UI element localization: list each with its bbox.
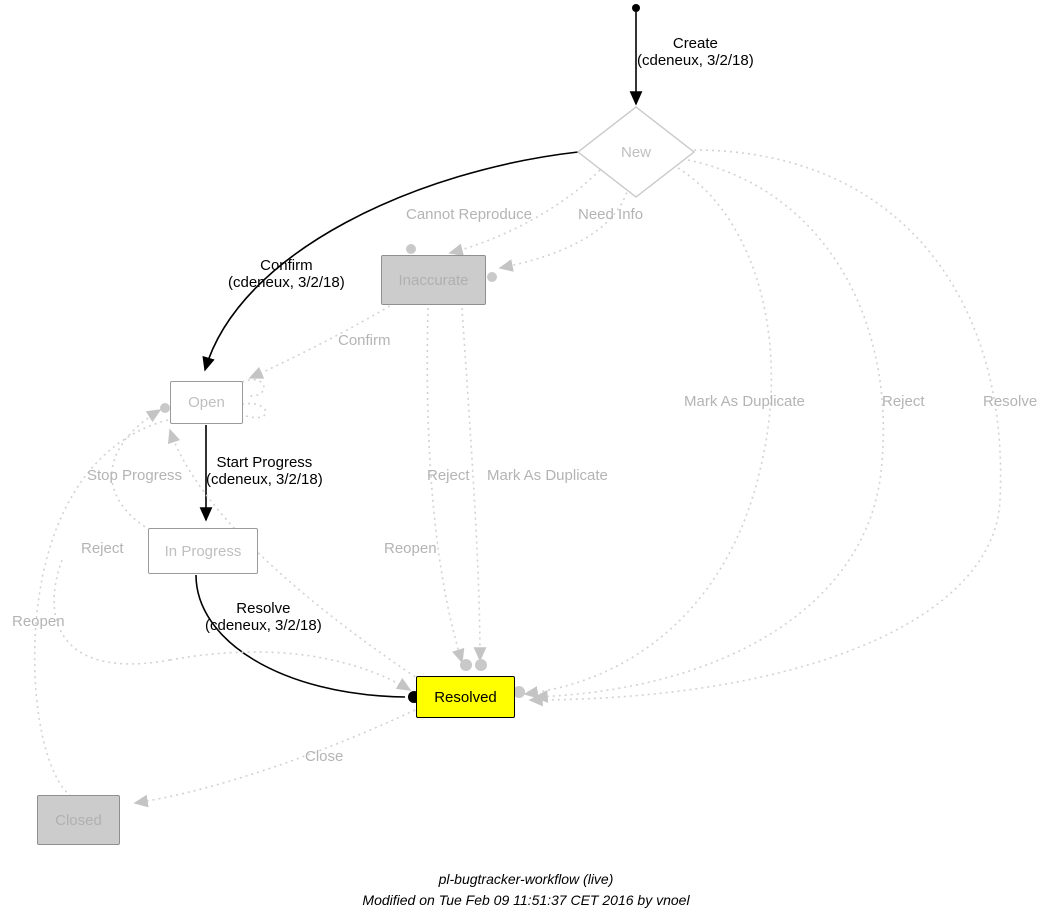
node-in-progress-label: In Progress	[164, 542, 242, 560]
inaccurate-nub-left	[406, 244, 416, 254]
edge-label-stop-progress-text: Stop Progress	[87, 467, 183, 484]
edge-label-reject-mid-text: Reject	[427, 467, 470, 484]
edge-open-loop-b	[242, 404, 266, 418]
edge-label-resolve-active-text: Resolve	[236, 600, 291, 617]
edge-label-create-text: Create	[672, 35, 718, 52]
edge-label-confirm	[338, 332, 391, 349]
node-resolved-label: Resolved	[434, 688, 497, 706]
edge-reject-mid	[427, 308, 462, 662]
edge-label-confirm-text: Confirm	[338, 332, 391, 349]
node-new[interactable]	[576, 105, 696, 199]
node-new-label: New	[620, 143, 651, 161]
node-in-progress[interactable]	[148, 528, 258, 574]
resolved-nub-top-left	[460, 659, 472, 671]
open-nub-left	[160, 403, 170, 413]
inaccurate-nub-right	[487, 272, 497, 282]
edge-open-loop-a	[242, 380, 264, 396]
edge-label-resolve-right	[983, 393, 1037, 410]
edge-label-stop-progress	[87, 467, 182, 484]
edge-mark-as-duplicate-mid	[462, 308, 480, 660]
edge-label-reopen-left-text: Reopen	[12, 613, 65, 630]
edge-label-reject-right	[882, 393, 925, 410]
edge-label-resolve-active	[205, 600, 322, 634]
edge-close	[135, 710, 415, 803]
edge-label-confirm-active-text: Confirm	[260, 257, 313, 274]
edge-label-close-text: Close	[305, 748, 344, 765]
diagram-subtitle: Modified on Tue Feb 09 11:51:37 CET 2016 by vnoel	[362, 892, 690, 908]
edge-mark-as-duplicate-right	[525, 168, 771, 694]
edge-reject-left	[54, 560, 170, 664]
edge-resolve-right	[530, 150, 1001, 700]
edge-label-mark-as-duplicate-mid	[487, 467, 608, 484]
edge-label-reopen-mid	[384, 540, 437, 557]
edge-label-reject-left	[81, 540, 124, 557]
edge-resolve-active	[196, 575, 405, 697]
edge-label-cannot-reproduce	[406, 206, 532, 223]
edge-reject-left-2	[170, 652, 410, 690]
node-closed-label: Closed	[55, 811, 102, 829]
edge-label-reject-left-text: Reject	[81, 540, 124, 557]
diagram-title: pl-bugtracker-workflow (live)	[438, 871, 614, 887]
node-open[interactable]	[170, 381, 243, 424]
edge-label-confirm-active-sub: (cdeneux, 3/2/18)	[228, 274, 345, 291]
edge-label-start-progress	[206, 454, 323, 488]
edge-label-start-progress-text: Start Progress	[216, 454, 313, 471]
node-resolved[interactable]	[416, 676, 515, 718]
edge-label-reopen-left	[12, 613, 65, 630]
edge-label-close	[305, 748, 343, 765]
edge-label-reject-right-text: Reject	[882, 393, 925, 410]
edge-label-mark-as-duplicate-right	[684, 393, 805, 410]
edge-label-need-info-text: Need Info	[578, 206, 644, 223]
edge-label-reopen-mid-text: Reopen	[384, 540, 437, 557]
start-node	[632, 4, 640, 12]
edge-label-need-info	[578, 206, 643, 223]
resolved-nub-top-right	[475, 659, 487, 671]
edge-label-cannot-reproduce-text: Cannot Reproduce	[406, 206, 532, 223]
edge-label-resolve-right-text: Resolve	[983, 393, 1038, 410]
edge-label-start-progress-sub: (cdeneux, 3/2/18)	[206, 471, 323, 488]
edge-label-mark-as-duplicate-right-text: Mark As Duplicate	[684, 393, 805, 410]
edge-label-confirm-active	[228, 257, 345, 291]
edge-label-create-sub: (cdeneux, 3/2/18)	[637, 52, 754, 69]
node-open-label: Open	[188, 394, 225, 411]
edge-label-reject-mid	[427, 467, 470, 484]
node-inaccurate[interactable]	[381, 255, 486, 305]
edge-label-resolve-active-sub: (cdeneux, 3/2/18)	[205, 617, 322, 634]
edge-label-create	[637, 35, 754, 69]
edge-reject-right	[535, 160, 883, 697]
edge-label-mark-as-duplicate-mid-text: Mark As Duplicate	[487, 467, 608, 484]
node-inaccurate-label: Inaccurate	[398, 271, 469, 289]
node-closed[interactable]	[37, 795, 120, 845]
